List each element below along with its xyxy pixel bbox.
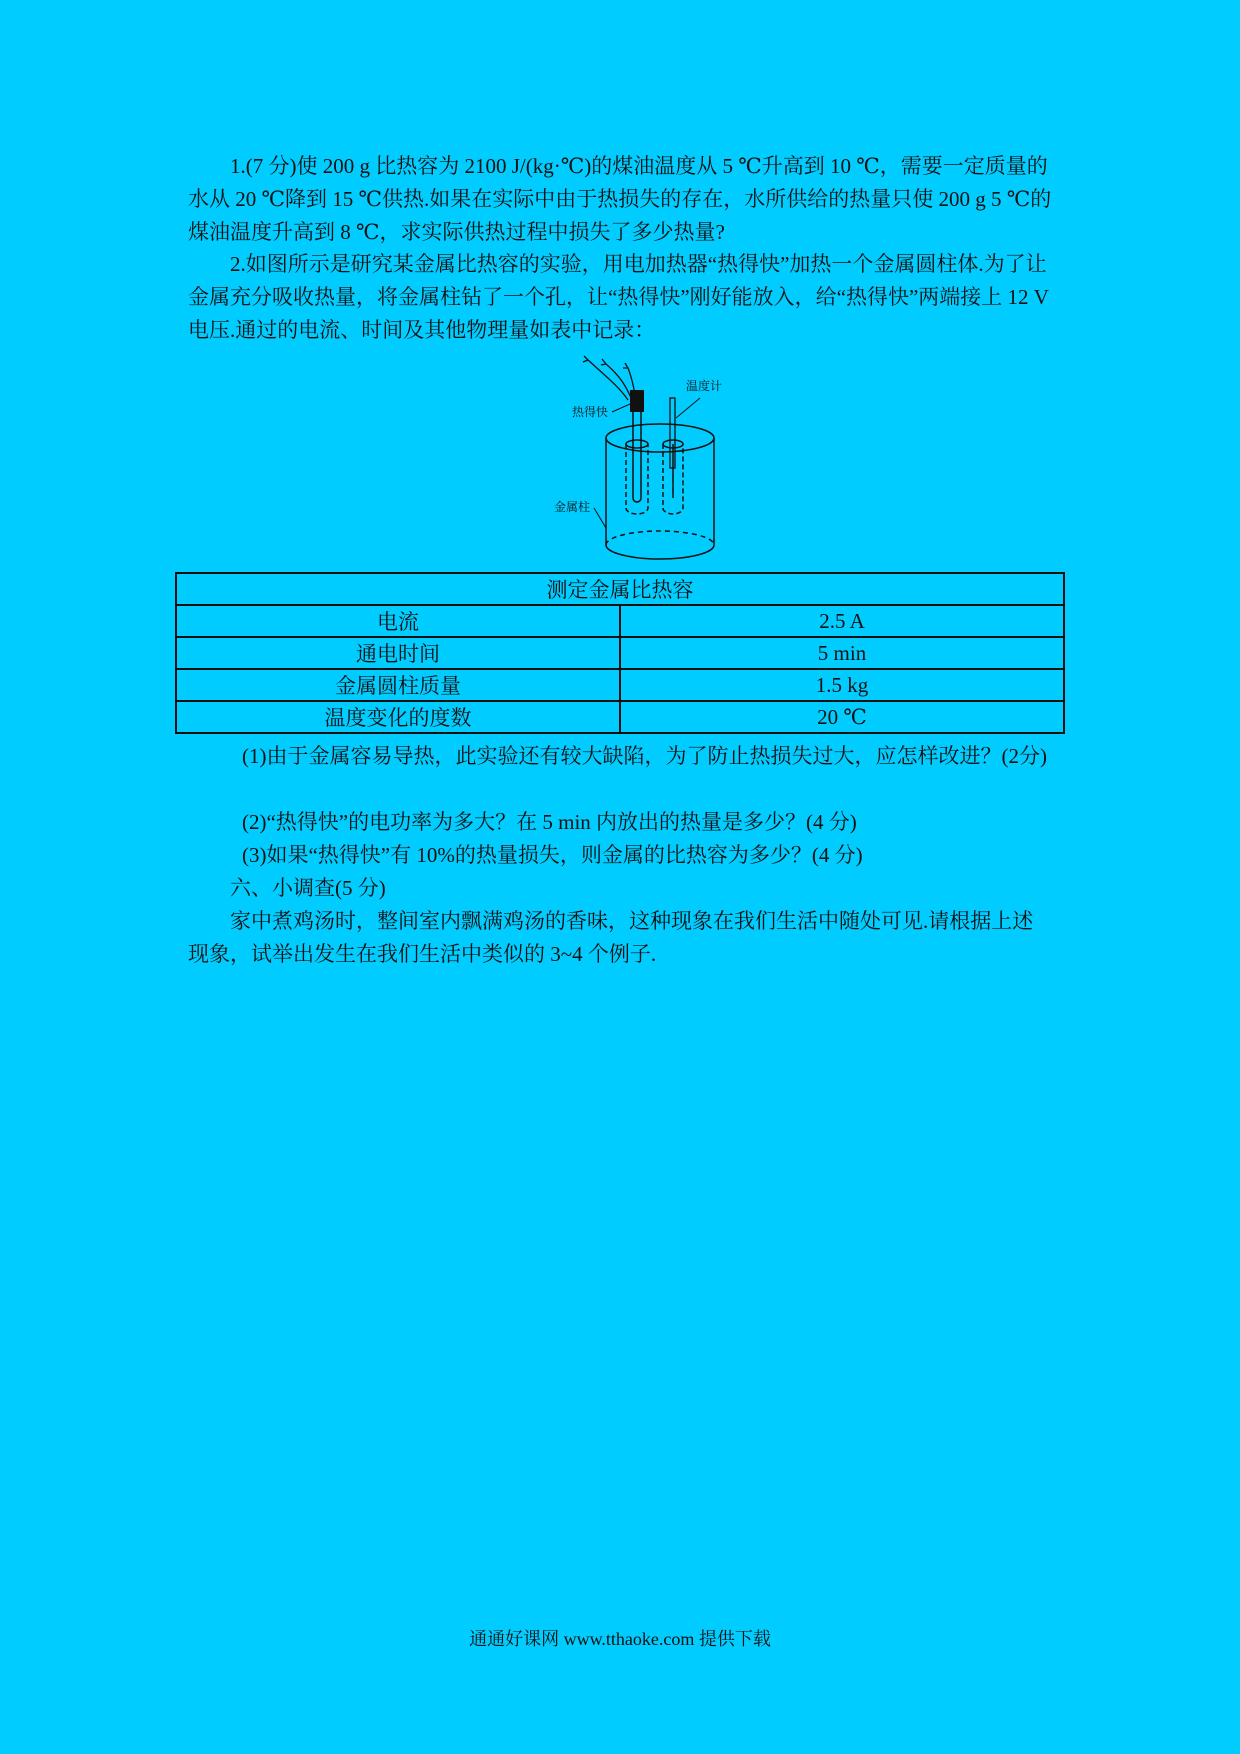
table-title-row — [176, 573, 1064, 605]
label-heater: 热得快 — [572, 405, 609, 419]
section-6-text: 家中煮鸡汤时，整间室内飘满鸡汤的香味，这种现象在我们生活中随处可见.请根据上述现象，试举出发生在我们生活中类似的 3~4 个例子. — [188, 909, 1034, 966]
table-row — [176, 637, 1064, 669]
measurement-table — [175, 572, 1065, 734]
heater-head — [630, 390, 644, 412]
table-title: 测定金属比热容 — [176, 573, 1064, 605]
table-cell-name: 金属圆柱质量 — [176, 669, 620, 701]
table-row — [176, 605, 1064, 637]
subquestion-3: (3)如果“热得快”有 10%的热量损失，则金属的比热容为多少？(4 分) — [242, 843, 863, 867]
label-cylinder: 金属柱 — [554, 500, 591, 514]
table-cell-value: 5 min — [620, 637, 1064, 669]
table-cell-value: 20 ℃ — [620, 701, 1064, 733]
table-cell-value: 2.5 A — [620, 605, 1064, 637]
table-cell-name: 温度变化的度数 — [176, 701, 620, 733]
metal-cylinder — [606, 424, 714, 559]
label-thermometer: 温度计 — [686, 379, 723, 393]
wires-icon — [583, 356, 636, 400]
section-6-heading: 六、小调查(5 分) — [230, 876, 386, 900]
table-cell-name: 电流 — [176, 605, 620, 637]
question-2: 2.如图所示是研究某金属比热容的实验，用电加热器“热得快”加热一个金属圆柱体.为了让金属充分吸收热量，将金属柱钻了一个孔，让“热得快”刚好能放入，给“热得快”两端接上 12 V 电压.通过的电流、时间及其他物理量如表中记录： — [188, 252, 1049, 342]
subquestion-2: (2)“热得快”的电功率为多大？在 5 min 内放出的热量是多少？(4 分) — [242, 810, 857, 834]
apparatus-figure — [548, 348, 728, 570]
footer: 通通好课网 www.tthaoke.com 提供下载 — [469, 1629, 771, 1649]
table-cell-value: 1.5 kg — [620, 669, 1064, 701]
question-1: 1.(7 分)使 200 g 比热容为 2100 J/(kg·℃)的煤油温度从 5 ℃升高到 10 ℃，需要一定质量的水从 20 ℃降到 15 ℃供热.如果在实际中由于热损失的存在，水所供给的热量只使 200 g 5 ℃的煤油温度升高到 8 ℃，求实际供热过程中损失了多少热量? — [188, 154, 1052, 244]
table-cell-name: 通电时间 — [176, 637, 620, 669]
table-row — [176, 669, 1064, 701]
table-row — [176, 701, 1064, 733]
subquestion-1: (1)由于金属容易导热，此实验还有较大缺陷，为了防止热损失过大，应怎样改进？(2分) — [242, 744, 1047, 768]
